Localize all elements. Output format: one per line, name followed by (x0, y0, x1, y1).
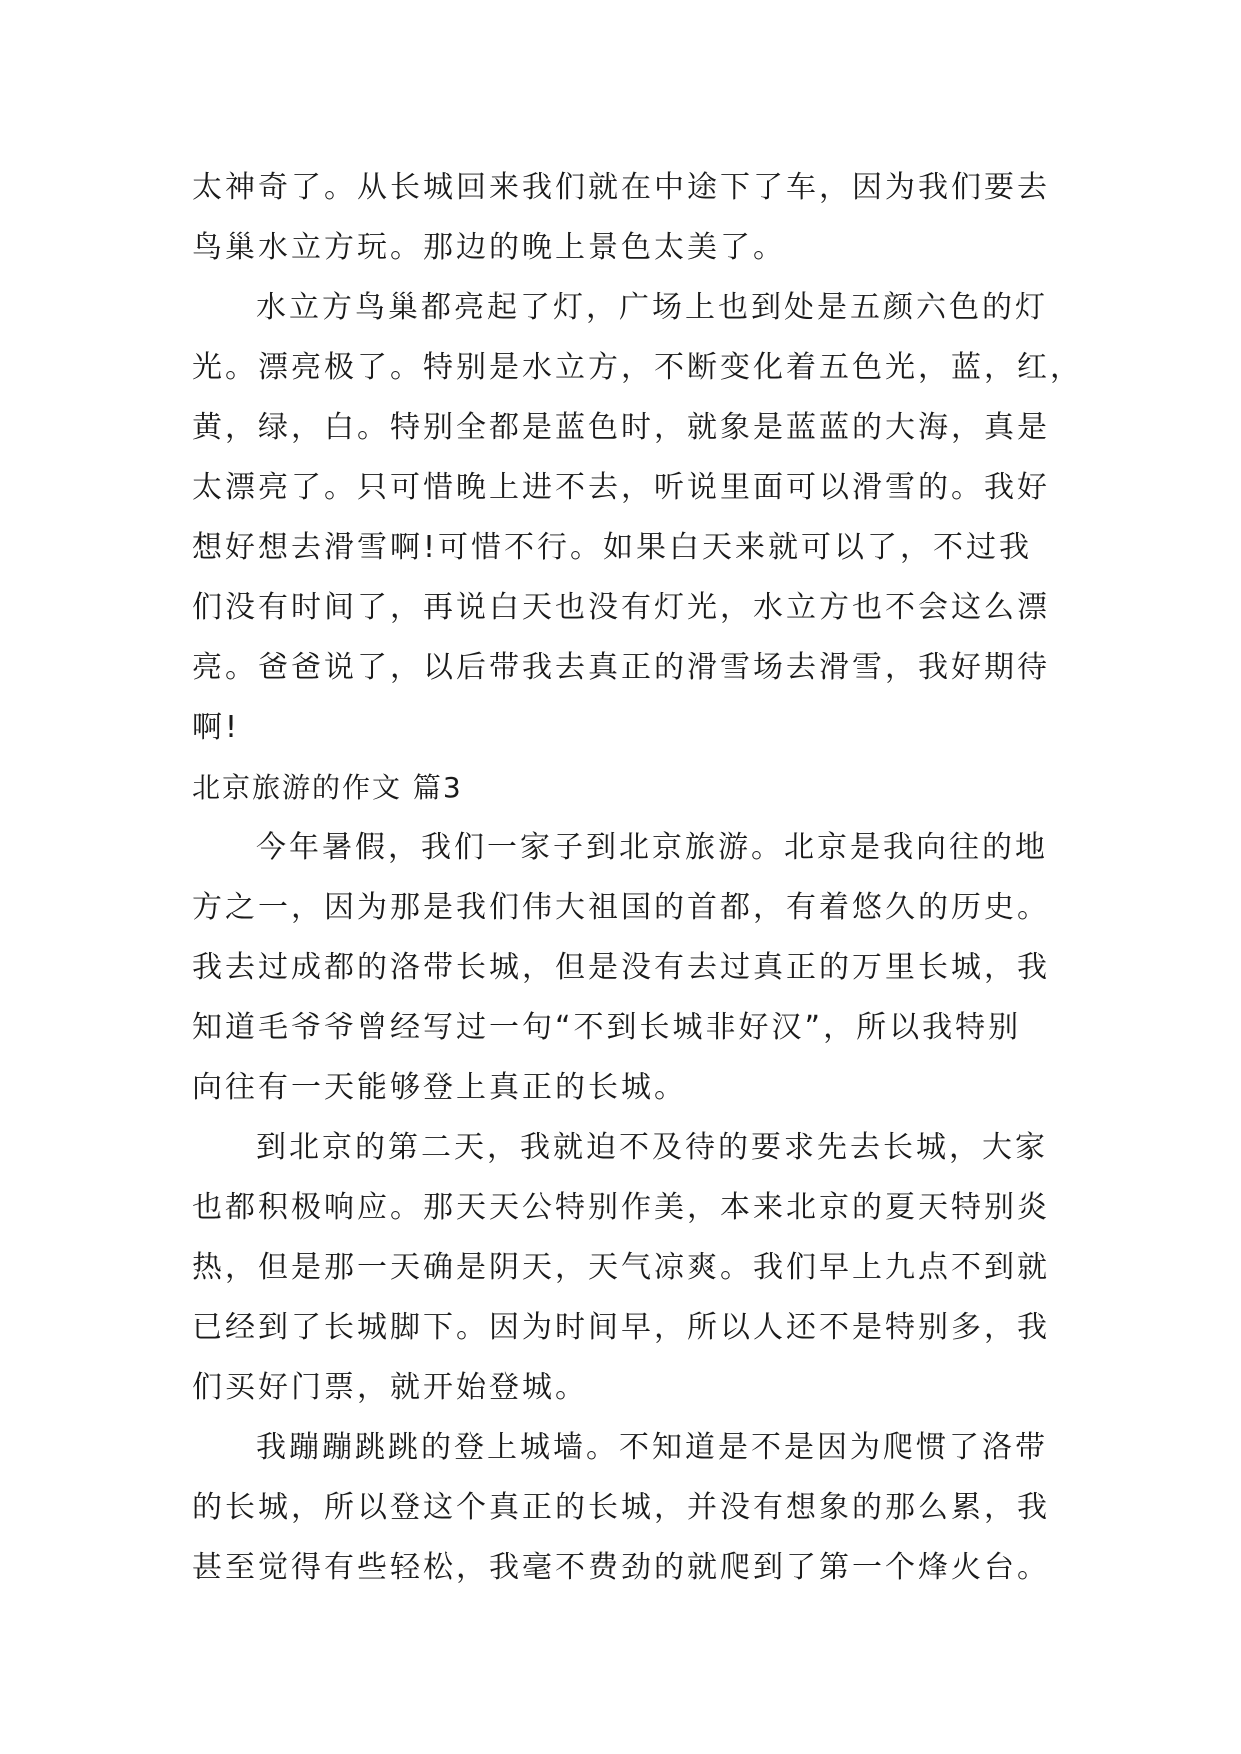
text-line: 热，但是那一天确是阴天，天气凉爽。我们早上九点不到就 (192, 1250, 1050, 1285)
text-line: 太神奇了。从长城回来我们就在中途下了车，因为我们要去 (192, 170, 1050, 205)
text-line: 啊! (192, 710, 241, 745)
text-line: 亮。爸爸说了，以后带我去真正的滑雪场去滑雪，我好期待 (192, 650, 1050, 685)
text-line: 到北京的第二天，我就迫不及待的要求先去长城，大家 (256, 1130, 1048, 1165)
text-line: 也都积极响应。那天天公特别作美，本来北京的夏天特别炎 (192, 1190, 1050, 1225)
text-line: 们买好门票，就开始登城。 (192, 1370, 588, 1405)
text-line: 向往有一天能够登上真正的长城。 (192, 1070, 687, 1105)
text-line: 想好想去滑雪啊!可惜不行。如果白天来就可以了，不过我 (192, 530, 1033, 565)
text-line: 今年暑假，我们一家子到北京旅游。北京是我向往的地 (256, 830, 1048, 865)
text-line: 光。漂亮极了。特别是水立方，不断变化着五色光，蓝，红， (192, 350, 1083, 385)
text-line: 方之一，因为那是我们伟大祖国的首都，有着悠久的历史。 (192, 890, 1050, 925)
text-line: 知道毛爷爷曾经写过一句“不到长城非好汉”，所以我特别 (192, 1010, 1022, 1045)
section-heading: 北京旅游的作文 篇3 (192, 771, 463, 804)
text-line: 甚至觉得有些轻松，我毫不费劲的就爬到了第一个烽火台。 (192, 1550, 1050, 1585)
text-line: 黄，绿，白。特别全都是蓝色时，就象是蓝蓝的大海，真是 (192, 410, 1050, 445)
text-line: 我去过成都的洛带长城，但是没有去过真正的万里长城，我 (192, 950, 1050, 985)
text-line: 鸟巢水立方玩。那边的晚上景色太美了。 (192, 230, 786, 265)
text-line: 已经到了长城脚下。因为时间早，所以人还不是特别多，我 (192, 1310, 1050, 1345)
text-line: 我蹦蹦跳跳的登上城墙。不知道是不是因为爬惯了洛带 (256, 1430, 1048, 1465)
document-body (192, 158, 1083, 1598)
text-line: 水立方鸟巢都亮起了灯，广场上也到处是五颜六色的灯 (256, 290, 1048, 325)
text-line: 太漂亮了。只可惜晚上进不去，听说里面可以滑雪的。我好 (192, 470, 1050, 505)
text-line: 的长城，所以登这个真正的长城，并没有想象的那么累，我 (192, 1490, 1050, 1525)
text-line: 们没有时间了，再说白天也没有灯光，水立方也不会这么漂 (192, 590, 1050, 625)
